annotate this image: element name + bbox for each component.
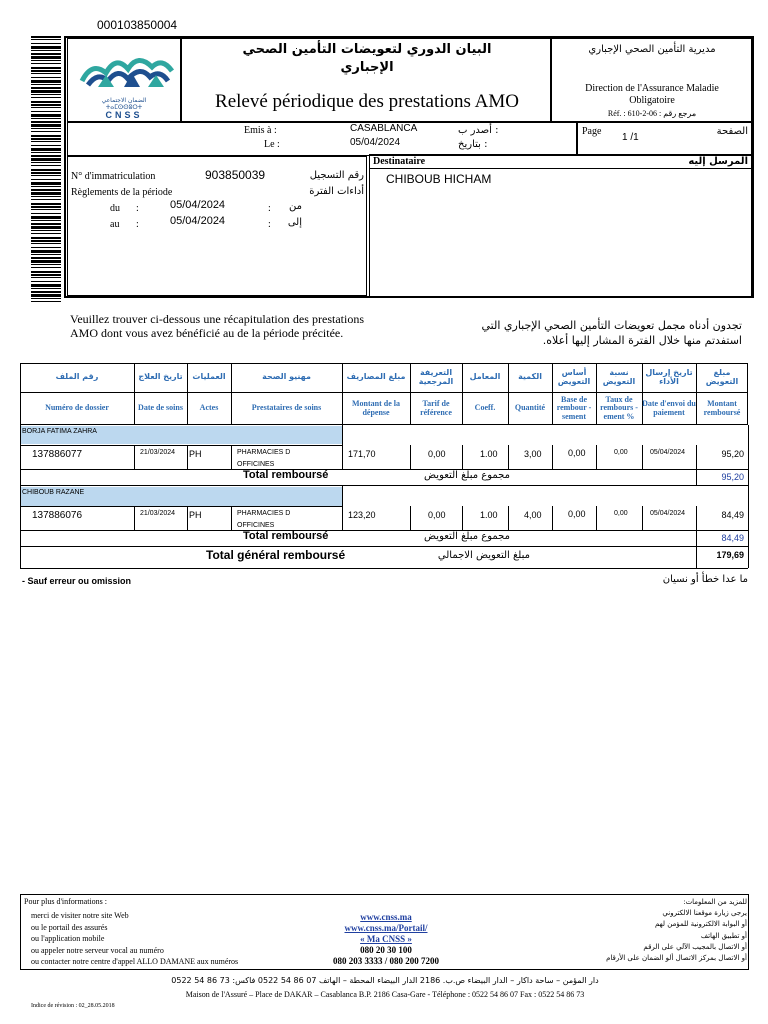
mobile-app-link[interactable]: « Ma CNSS » — [360, 934, 412, 944]
barcode-bar — [31, 152, 61, 153]
beneficiary-right-border — [342, 486, 343, 506]
barcode-bar — [31, 182, 61, 185]
barcode-bar — [31, 254, 61, 255]
address-french: Maison de l'Assuré – Place de DAKAR – Casablanca B.P. 2186 Casa-Gare - Téléphone : 0522 54 86 07 Fax : 0522 54 86 73 — [185, 990, 585, 999]
barcode-bar — [31, 101, 61, 103]
title-french: Relevé périodique des prestations AMO — [215, 91, 519, 112]
callcenter-numbers: 080 203 3333 / 080 200 7200 — [332, 956, 439, 966]
intro-arabic-2: استفدتم منها خلال الفترة المشار إليها أعلاه. — [542, 334, 742, 347]
barcode-bar — [31, 56, 61, 59]
total-reimbursed-label: Total remboursé — [243, 469, 329, 481]
grand-total-value: 179,69 — [716, 550, 744, 560]
footer-lines-arabic — [501, 897, 747, 964]
department-box — [551, 38, 752, 122]
row-col-divider — [187, 506, 188, 530]
barcode-bar — [31, 50, 61, 51]
barcode-bar — [31, 53, 61, 55]
barcode-bar — [31, 46, 61, 49]
barcode-bar — [31, 80, 61, 83]
au-colon: : — [136, 219, 139, 230]
insured-box — [67, 156, 367, 296]
footer-line-voice: ou appeler notre serveur vocal au numéro — [31, 945, 164, 955]
barcode-bar — [31, 67, 61, 69]
logo-name: CNSS — [105, 110, 143, 120]
barcode-bar — [31, 111, 61, 112]
recipient-arabic: المرسل إليه — [688, 156, 748, 167]
immat-value: 903850039 — [205, 168, 266, 182]
barcode-bar — [31, 131, 61, 132]
reference-rate: 0,00 — [428, 510, 446, 520]
barcode-bar — [31, 121, 61, 123]
barcode-bar — [31, 97, 61, 98]
barcode-bar — [31, 186, 61, 187]
le-label: Le : — [264, 139, 280, 150]
barcode-bar — [31, 233, 61, 234]
barcode-bar — [31, 250, 61, 253]
header-fr-6: Coeff. — [474, 403, 496, 413]
barcode-bar — [31, 43, 61, 44]
barcode-bar — [31, 199, 61, 200]
coefficient: 1.00 — [480, 449, 498, 459]
reimbursement-rate: 0,00 — [614, 510, 628, 517]
barcode-bar — [31, 274, 61, 276]
footer-line-app: ou l'application mobile — [31, 934, 105, 943]
row-col-divider — [508, 445, 509, 469]
header-fr-0: Numéro de dossier — [45, 403, 109, 413]
disclaimer-arabic: ما عدا خطأ أو نسيان — [662, 574, 748, 585]
total-bottom — [20, 485, 748, 486]
header-ar-3: مهنيو الصحة — [262, 372, 311, 382]
barcode-bar — [31, 288, 61, 289]
barcode-bar — [31, 281, 61, 282]
row-col-divider — [552, 506, 553, 530]
barcode-bar — [31, 73, 61, 74]
du-arabic: من — [289, 201, 302, 212]
dossier-number: 137886076 — [32, 510, 83, 521]
page-box — [577, 122, 752, 156]
immat-arabic: رقم التسجيل — [309, 170, 364, 181]
footer-line-web: merci de visiter notre site Web — [31, 911, 129, 920]
barcode-bar — [31, 138, 61, 140]
reimbursed-amount: 84,49 — [721, 510, 744, 520]
footer-ar-voice: أو الاتصال بالمجيب الآلي على الرقم — [643, 942, 747, 951]
barcode-bar — [31, 104, 61, 106]
title-box — [181, 38, 551, 122]
header-ar-1: تاريخ العلاج — [138, 372, 183, 382]
immat-label: N° d'immatriculation — [71, 171, 156, 182]
barcode-bar — [31, 247, 61, 248]
barcode-bar — [31, 230, 61, 231]
care-date: 21/03/2024 — [140, 449, 176, 456]
total-reimbursed-value: 84,49 — [721, 533, 744, 543]
intro-arabic-1: تجدون أدناه مجمل تعويضات التأمين الصحي الإجباري التي — [481, 319, 742, 332]
barcode-bar — [31, 77, 61, 78]
page-value: 1 /1 — [622, 132, 639, 143]
barcode-bar — [31, 114, 61, 117]
footer-ar-web: يرجى زيارة موقعنا الالكتروني — [662, 909, 747, 918]
barcode-bar — [31, 240, 61, 242]
barcode-bar — [31, 267, 61, 268]
act-code: PH — [189, 510, 202, 520]
row-col-divider — [134, 506, 135, 530]
barcode-bar — [31, 175, 61, 176]
header-fr-11: Montant remboursé — [703, 399, 741, 417]
grand-total-arabic: مبلغ التعويض الاجمالي — [437, 550, 530, 561]
barcode-bar — [31, 128, 61, 129]
reimbursement-base: 0,00 — [568, 448, 586, 458]
row-col-divider — [231, 445, 232, 469]
barcode-bar — [31, 257, 61, 259]
header-ar-6: المعامل — [469, 372, 501, 382]
barcode-bar — [31, 179, 61, 180]
grand-total-label: Total général remboursé — [206, 548, 346, 562]
quantity: 4,00 — [524, 510, 542, 520]
total-reimbursed-arabic: مجموع مبلغ التعويض — [424, 531, 510, 542]
row-col-divider — [462, 445, 463, 469]
footer-line-portal: ou le portail des assurés — [31, 922, 108, 932]
footer-line-callcenter: ou contacter notre centre d'appel ALLO DAMANE aux numéros — [31, 957, 239, 966]
provider-name: PHARMACIES D — [237, 510, 291, 517]
barcode-bar — [31, 209, 61, 210]
barcode-bar — [31, 135, 61, 137]
barcode-bar — [31, 260, 61, 263]
header-ar-9: نسبة التعويض — [602, 368, 636, 386]
voice-server-number: 080 20 30 100 — [360, 945, 412, 955]
du-value: 05/04/2024 — [170, 199, 226, 211]
barcode-bar — [31, 301, 61, 302]
document-number: 000103850004 — [97, 18, 178, 32]
barcode-bar — [31, 277, 61, 278]
barcode-bar — [31, 291, 61, 293]
barcode-bar — [31, 189, 61, 191]
beneficiary-name: CHIBOUB RAZANE — [21, 487, 343, 506]
reference-rate: 0,00 — [428, 449, 446, 459]
recipient-name: CHIBOUB HICHAM — [386, 172, 492, 186]
barcode-bar — [31, 145, 61, 146]
au-arabic: إلى — [287, 217, 302, 228]
header-fr-10: Date d'envoi du paiement — [642, 399, 696, 417]
row-col-divider — [410, 506, 411, 530]
barcode-bar — [31, 169, 61, 171]
address-arabic: دار المؤمن – ساحة داكار – الدار البيضاء ص.ب. 2186 الدار البيضاء المحطة – الهاتف 07 86 54 0522 فاكس: 73 86 54 0522 — [171, 976, 599, 985]
quantity: 3,00 — [524, 449, 542, 459]
barcode-bar — [31, 155, 61, 157]
header-fr-5: Tarif de référence — [420, 399, 452, 417]
barcode-bar — [31, 172, 61, 174]
website-link[interactable]: www.cnss.ma — [360, 912, 412, 922]
barcode-bar — [31, 107, 61, 108]
table-bottom — [20, 568, 748, 569]
footer-ar-app: أو تطبيق الهاتف — [700, 931, 747, 940]
recipient-label: Destinataire — [373, 156, 426, 167]
page-arabic: الصفحة — [716, 126, 748, 137]
le-value: 05/04/2024 — [350, 137, 401, 148]
disclaimer-french: - Sauf erreur ou omission — [22, 576, 132, 586]
row-col-divider — [552, 445, 553, 469]
header-fr-7: Quantité — [514, 403, 546, 413]
barcode-bar — [31, 243, 61, 244]
footer-ar-callcenter: أو الاتصال بمركز الاتصال ألو الضمان على الأرقام — [606, 954, 747, 963]
provider-type: OFFICINES — [237, 461, 275, 468]
barcode-bar — [31, 226, 61, 229]
barcode-bar — [31, 206, 61, 208]
row-col-divider — [462, 506, 463, 530]
barcode-bar — [31, 162, 61, 163]
reference: Réf. : 610-2-06 : مرجع رقم — [607, 109, 697, 118]
header-ar-4: مبلغ المصاريف — [346, 372, 406, 382]
intro-french: Veuillez trouver ci-dessous une récapitulation des prestations AMO dont vous avez bénéficié au de la période précitée. — [70, 312, 364, 340]
au-value: 05/04/2024 — [170, 215, 226, 227]
barcode-bar — [31, 94, 61, 95]
beneficiary-divider — [20, 506, 342, 507]
reimbursement-rate: 0,00 — [614, 449, 628, 456]
barcode-bar — [31, 264, 61, 265]
barcode-bar — [31, 70, 61, 72]
barcode-bar — [31, 60, 61, 61]
row-col-divider — [596, 445, 597, 469]
header-ar-5: التعريفة المرجعية — [418, 368, 454, 386]
footer-ar-portal: أو البوابة الالكترونية للمؤمن لهم — [655, 920, 747, 929]
row-col-divider — [642, 445, 643, 469]
table-right-border — [748, 425, 749, 568]
header-ar-2: العمليات — [192, 372, 226, 382]
emis-label: Emis à : — [244, 125, 277, 136]
barcode-bar — [31, 220, 61, 221]
beneficiary-name: BORJA FATIMA ZAHRA — [21, 426, 343, 444]
recipient-box — [369, 154, 752, 297]
beneficiary-divider — [20, 445, 342, 446]
barcode-bar — [31, 294, 61, 297]
dossier-number: 137886077 — [32, 449, 83, 460]
total-reimbursed-value: 95,20 — [721, 472, 744, 482]
reimbursement-base: 0,00 — [568, 509, 586, 519]
barcode-bar — [31, 39, 61, 40]
barcode-bar — [31, 223, 61, 225]
barcode-bar — [31, 213, 61, 214]
row-bottom — [20, 530, 748, 531]
header-ar-10: تاريخ إرسال الأداء — [645, 368, 693, 386]
barcode-bar — [31, 87, 61, 89]
footer-lines-french — [31, 910, 238, 968]
logo-arabic: الضمان الاجتماعي — [101, 97, 147, 104]
le-arabic: : بتاريخ — [458, 139, 488, 150]
footer-links — [281, 912, 491, 967]
issue-box — [67, 122, 577, 156]
barcode-bar — [31, 298, 61, 299]
reimbursed-amount: 95,20 — [721, 449, 744, 459]
coefficient: 1.00 — [480, 510, 498, 520]
barcode — [31, 36, 61, 302]
row-col-divider — [134, 445, 135, 469]
total-bottom — [20, 546, 748, 547]
period-label: Règlements de la période — [71, 187, 173, 198]
page-label: Page — [582, 126, 602, 137]
row-col-divider — [642, 506, 643, 530]
provider-name: PHARMACIES D — [237, 449, 291, 456]
du-colon: : — [136, 203, 139, 214]
row-col-divider — [187, 445, 188, 469]
barcode-bar — [31, 216, 61, 219]
total-reimbursed-label: Total remboursé — [243, 530, 329, 542]
portal-link[interactable]: www.cnss.ma/Portail/ — [344, 923, 428, 933]
barcode-bar — [31, 90, 61, 93]
row-col-divider — [342, 506, 343, 530]
row-bottom — [20, 469, 748, 470]
barcode-bar — [31, 84, 61, 85]
revision-index: Indice de révision : 02_28.05.2018 — [31, 1003, 115, 1009]
provider-type: OFFICINES — [237, 522, 275, 529]
row-col-divider — [410, 445, 411, 469]
department-arabic: مديرية التأمين الصحي الإجباري — [588, 44, 716, 55]
header-ar-8: أساس التعويض — [557, 368, 591, 386]
header-fr-4: Montant de la dépense — [352, 399, 400, 417]
du-label: du — [110, 203, 120, 214]
au-label: au — [110, 219, 120, 230]
header-ar-7: الكمية — [518, 372, 542, 382]
beneficiary-right-border — [342, 425, 343, 445]
header-fr-1: Date de soins — [138, 403, 183, 413]
barcode-bar — [31, 203, 61, 205]
logo-tifinagh: ⵜⴰⵎⵙⵙⵓⵔⵜ — [105, 104, 143, 111]
row-col-divider — [596, 506, 597, 530]
du-colon-2: : — [268, 203, 271, 214]
barcode-bar — [31, 158, 61, 161]
barcode-bar — [31, 284, 61, 287]
act-code: PH — [189, 449, 202, 459]
expense-amount: 123,20 — [348, 510, 376, 520]
payment-send-date: 05/04/2024 — [650, 449, 686, 456]
care-date: 21/03/2024 — [140, 510, 176, 517]
barcode-bar — [31, 141, 61, 142]
cnss-logo-icon — [68, 41, 180, 101]
barcode-bar — [31, 271, 61, 273]
emis-value: CASABLANCA — [350, 123, 418, 134]
barcode-bar — [31, 118, 61, 119]
payment-send-date: 05/04/2024 — [650, 510, 686, 517]
barcode-bar — [31, 196, 61, 197]
logo-box — [67, 38, 181, 122]
barcode-bar — [31, 36, 61, 38]
header-fr-9: Taux de rembours -ement % — [600, 394, 638, 421]
row-col-divider — [231, 506, 232, 530]
barcode-bar — [31, 148, 61, 151]
barcode-bar — [31, 63, 61, 64]
header-fr-8: Base de rembour -sement — [556, 394, 592, 421]
footer-title-french: Pour plus d'informations : — [24, 897, 107, 906]
emis-arabic: : أصدر ب — [458, 125, 499, 136]
total-reimbursed-arabic: مجموع مبلغ التعويض — [424, 470, 510, 481]
expense-amount: 171,70 — [348, 449, 376, 459]
footer-title-arabic: للمزيد من المعلومات: — [683, 898, 747, 906]
header-fr-3: Prestataires de soins — [251, 403, 322, 413]
header-fr-2: Actes — [199, 403, 219, 413]
au-colon-2: : — [268, 219, 271, 230]
header-ar-0: رقم الملف — [55, 372, 99, 382]
barcode-bar — [31, 165, 61, 166]
department-french: Direction de l'Assurance Maladie Obligatoire — [585, 83, 719, 106]
period-arabic: أداءات الفترة — [309, 186, 364, 197]
title-arabic: البيان الدوري لتعويضات التأمين الصحي الإجباري — [242, 42, 492, 75]
barcode-bar — [31, 237, 61, 239]
row-col-divider — [342, 445, 343, 469]
footer-info-box — [20, 894, 749, 970]
barcode-bar — [31, 124, 61, 127]
row-col-divider — [508, 506, 509, 530]
header-ar-11: مبلغ التعويض — [705, 368, 739, 386]
barcode-bar — [31, 192, 61, 195]
